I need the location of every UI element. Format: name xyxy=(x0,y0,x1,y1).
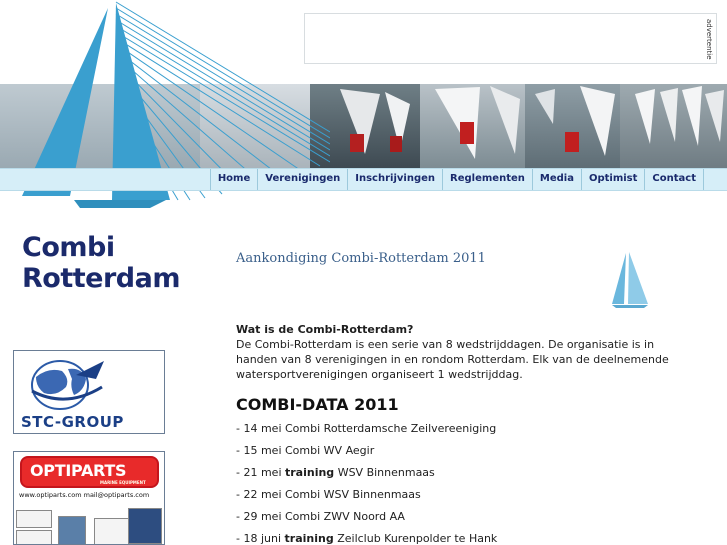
stc-group-name: STC-GROUP xyxy=(21,413,124,431)
date-item: - 21 mei training WSV Binnenmaas xyxy=(236,466,435,479)
product-image xyxy=(16,510,52,528)
globe-icon xyxy=(26,357,106,413)
dates-heading: COMBI-DATA 2011 xyxy=(236,395,399,414)
banner-photo-sailor xyxy=(420,84,525,168)
nav-optimist[interactable]: Optimist xyxy=(581,169,644,190)
date-item: - 22 mei Combi WSV Binnenmaas xyxy=(236,488,421,501)
sponsor-optiparts[interactable] xyxy=(13,451,165,545)
small-sail-icon xyxy=(608,250,652,308)
product-image xyxy=(58,516,86,545)
nav-contact[interactable]: Contact xyxy=(644,169,704,190)
optiparts-name: OPTIPARTS xyxy=(30,461,127,480)
optiparts-logo xyxy=(20,456,159,488)
advertisement-label: advertentie xyxy=(705,18,713,60)
date-item: - 18 juni training Zeilclub Kurenpolder te Hank xyxy=(236,532,498,545)
date-item: - 14 mei Combi Rotterdamsche Zeilvereeniging xyxy=(236,422,497,435)
nav-items xyxy=(210,169,704,190)
nav-media[interactable]: Media xyxy=(532,169,581,190)
nav-verenigingen[interactable]: Verenigingen xyxy=(257,169,347,190)
intro-question: Wat is de Combi-Rotterdam? xyxy=(236,323,414,336)
optiparts-contact: www.optiparts.com mail@optiparts.com xyxy=(19,491,150,499)
date-item: - 29 mei Combi ZWV Noord AA xyxy=(236,510,405,523)
optiparts-subtitle: MARINE EQUIPMENT xyxy=(100,480,146,485)
page-title: Aankondiging Combi-Rotterdam 2011 xyxy=(236,251,486,266)
brand-line-2: Rotterdam xyxy=(22,263,180,294)
product-image xyxy=(16,530,52,545)
brand-line-1: Combi xyxy=(22,232,115,263)
nav-inschrijvingen[interactable]: Inschrijvingen xyxy=(347,169,442,190)
date-item: - 15 mei Combi WV Aegir xyxy=(236,444,375,457)
intro-text: De Combi-Rotterdam is een serie van 8 wedstrijddagen. De organisatie is in handen van 8 verenigingen in en rondom Rotterdam. Elk van de deelnemende watersportverenigingen organiseert 1 wedstrijddag. xyxy=(236,338,669,381)
nav-reglementen[interactable]: Reglementen xyxy=(442,169,532,190)
sponsor-stc-group[interactable] xyxy=(13,350,165,434)
advertisement-box[interactable] xyxy=(304,13,717,64)
product-image xyxy=(128,508,162,544)
banner-photo-fleet xyxy=(620,84,727,168)
brand-wordmark[interactable] xyxy=(22,232,180,294)
optiparts-product-images xyxy=(14,506,165,545)
main-content xyxy=(236,322,676,545)
main-navigation xyxy=(0,168,727,191)
nav-home[interactable]: Home xyxy=(210,169,257,190)
banner-photo-race xyxy=(525,84,620,168)
